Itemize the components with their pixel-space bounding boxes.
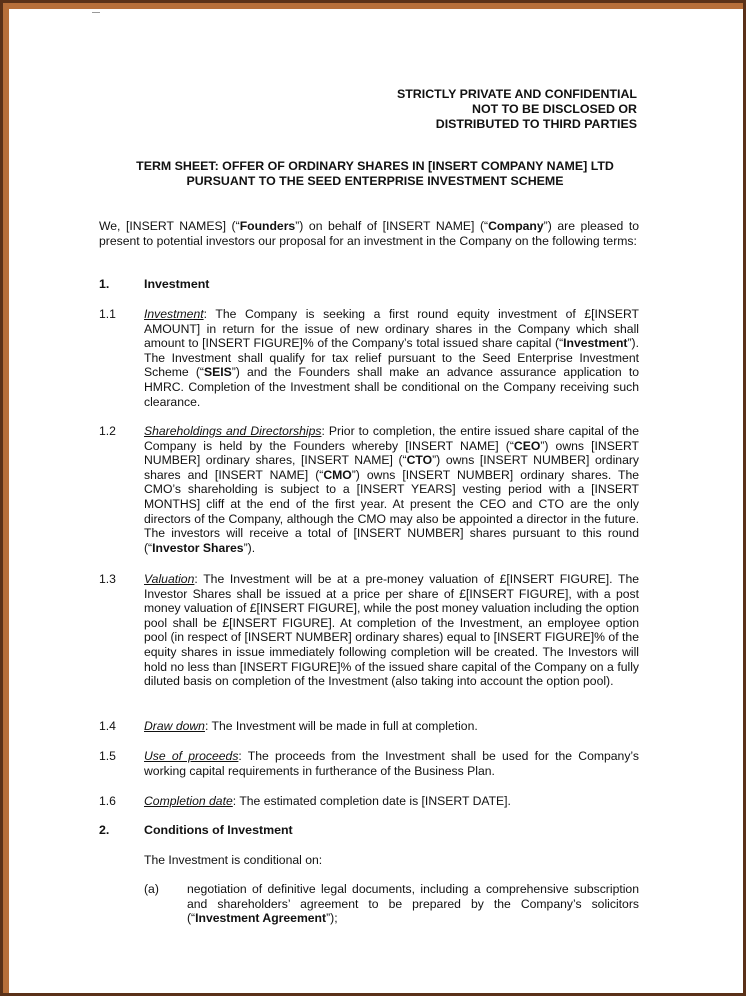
clause-text: ”) owns [INSERT NUMBER] ordinary shares. The CMO’s shareholding is subject to a [INSERT YEARS] vesting period with a [INSERT MONTHS] cliff at the end of the first year. At present the CEO and CTO are the only directors of the Company, although the CMO may also be appointed a director in the future. The investors will receive a total of [INSERT NUMBER] shares pursuant to this round (“ — [144, 467, 639, 555]
item-text: negotiation of definitive legal documents, including a comprehensive subscription and shareholders’ agreement to be prepared by the Company’s solicitors (“ — [187, 882, 639, 926]
clause-text: : The Investment will be made in full at completion. — [204, 719, 478, 733]
confidential-line-1: STRICTLY PRIVATE AND CONFIDENTIAL — [396, 87, 637, 101]
clause-1-6 — [144, 794, 639, 809]
defined-term-founders: Founders — [239, 219, 296, 233]
section-1-number: 1. — [99, 277, 110, 291]
intro-text: We, [INSERT NAMES] (“ — [99, 219, 240, 233]
section-2-number: 2. — [99, 823, 110, 837]
clause-term: Draw down — [144, 719, 205, 733]
defined-term: Investment — [563, 336, 628, 351]
defined-term: CEO — [513, 438, 541, 453]
clause-term: Investment — [144, 307, 204, 321]
section-2-heading: Conditions of Investment — [144, 823, 293, 837]
clause-1-1-number: 1.1 — [99, 307, 116, 321]
document-page — [9, 9, 743, 993]
intro-paragraph — [99, 219, 639, 248]
clause-text: : The Company is seeking a first round equity investment of £[INSERT AMOUNT] in return for the issue of new ordinary shares in the Company which shall amount to [INSERT FIGURE]% of the Company’s total issued share capital (“ — [144, 307, 639, 351]
section-2-lead: The Investment is conditional on: — [144, 853, 323, 867]
clause-term: Shareholdings and Directorships — [144, 424, 322, 438]
clause-text: ”) owns [INSERT NUMBER] ordinary shares and [INSERT NAME] (“ — [144, 453, 640, 482]
clause-1-1 — [144, 307, 639, 409]
defined-term: CMO — [323, 467, 352, 482]
clause-text: ”). — [243, 540, 256, 555]
defined-term: Investment Agreement — [195, 911, 327, 926]
clause-text: ”) and the Founders shall make an advance assurance application to HMRC. Completion of the Investment shall be conditional on the Company receiving such clearance. — [144, 365, 639, 409]
confidential-line-3: DISTRIBUTED TO THIRD PARTIES — [435, 117, 637, 131]
clause-1-4-number: 1.4 — [99, 719, 116, 733]
clause-term: Valuation — [144, 572, 195, 586]
clause-1-2-number: 1.2 — [99, 424, 116, 438]
clause-1-4 — [144, 719, 639, 734]
document-title — [69, 159, 681, 189]
clause-text: ”). The Investment shall qualify for tax relief pursuant to the Seed Enterprise Investment Scheme (“ — [144, 336, 639, 380]
title-line-2: PURSUANT TO THE SEED ENTERPRISE INVESTMENT SCHEME — [186, 174, 564, 188]
clause-term: Use of proceeds — [144, 749, 239, 763]
clause-text: : The estimated completion date is [INSERT DATE]. — [232, 794, 511, 808]
confidentiality-header — [397, 87, 637, 132]
section-1-heading: Investment — [144, 277, 210, 291]
item-a — [187, 882, 639, 926]
clause-1-2 — [144, 424, 639, 555]
clause-1-3 — [144, 572, 639, 689]
clause-text: : The Investment will be at a pre-money valuation of £[INSERT FIGURE]. The Investor Shares shall be issued at a price per share of £[INSERT FIGURE], with a post money valuation of £[INSERT FIGURE], while the post money valuation including the option pool shall be £[INSERT FIGURE]. At completion of the Investment, an employee option pool (in respect of [INSERT NUMBER] ordinary shares) equal to [INSERT FIGURE]% of the equity shares in issue immediately following completion will be created. The Investors will hold no less than [INSERT FIGURE]% of the issued share capital of the Company on a fully diluted basis on completion of the Investment (also taking into account the option pool). — [144, 572, 639, 689]
intro-text: ”) on behalf of [INSERT NAME] (“ — [295, 219, 489, 233]
item-text: ”); — [326, 911, 338, 926]
clause-1-5-number: 1.5 — [99, 749, 116, 763]
page-corner-mark — [92, 9, 100, 13]
defined-term-company: Company — [488, 219, 544, 233]
defined-term: SEIS — [203, 365, 232, 380]
clause-text: : The proceeds from the Investment shall be used for the Company’s working capital requirements in furtherance of the Business Plan. — [144, 749, 640, 778]
clause-1-6-number: 1.6 — [99, 794, 116, 808]
title-line-1: TERM SHEET: OFFER OF ORDINARY SHARES IN [INSERT COMPANY NAME] LTD — [136, 159, 614, 173]
clause-term: Completion date — [144, 794, 233, 808]
clause-1-3-number: 1.3 — [99, 572, 116, 586]
confidential-line-2: NOT TO BE DISCLOSED OR — [472, 102, 637, 116]
intro-text: ”) are pleased to present to potential investors our proposal for an investment in the Company on the following terms: — [99, 219, 639, 248]
clause-1-5 — [144, 749, 639, 778]
defined-term: Investor Shares — [152, 540, 244, 555]
defined-term: CTO — [406, 453, 433, 468]
clause-text: : Prior to completion, the entire issued share capital of the Company is held by the Founders whereby [INSERT NAME] (“ — [144, 424, 639, 453]
item-a-label: (a) — [144, 882, 159, 896]
clause-text: ”) owns [INSERT NUMBER] ordinary shares, [INSERT NAME] (“ — [144, 438, 639, 468]
